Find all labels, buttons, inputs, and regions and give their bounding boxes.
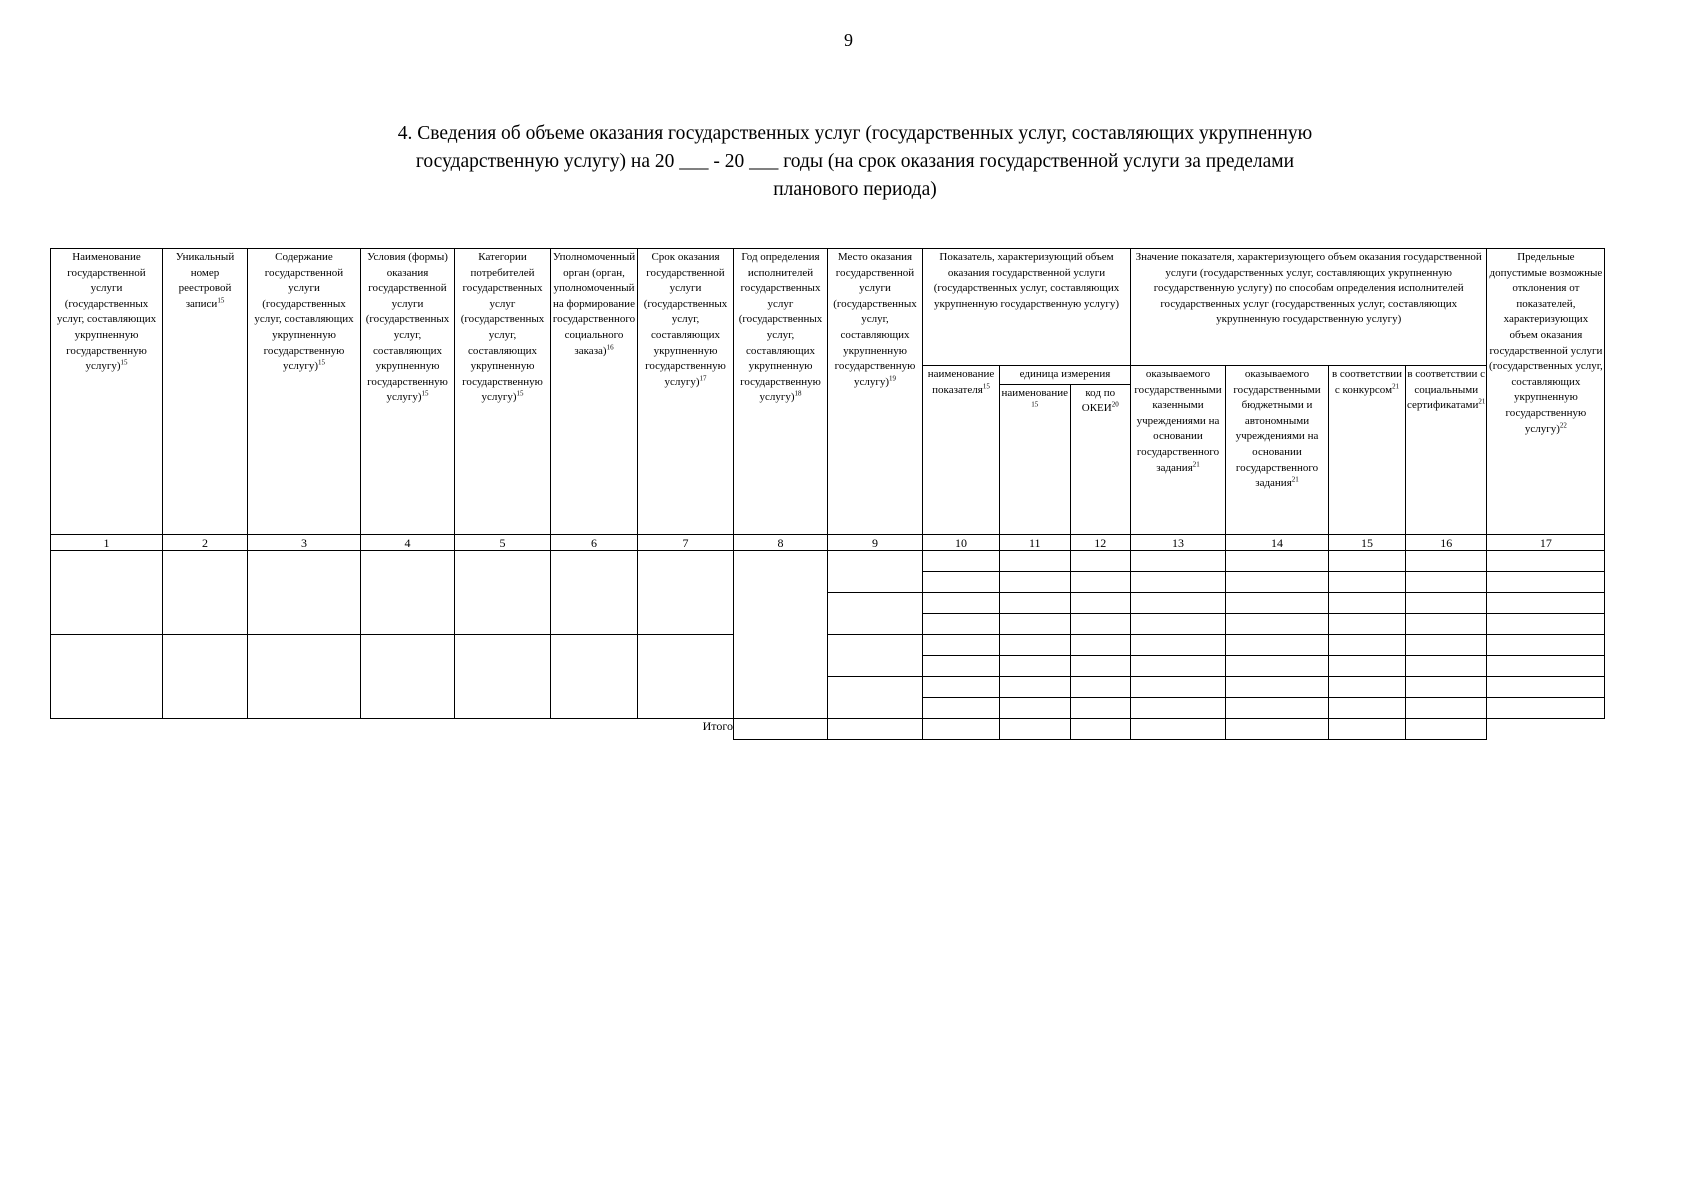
blank-cell — [551, 551, 638, 635]
blank-cell — [828, 635, 923, 677]
table-row — [51, 551, 1605, 572]
column-number: 2 — [163, 535, 248, 551]
column-number: 10 — [923, 535, 1000, 551]
blank-cell — [1070, 614, 1130, 635]
blank-cell — [1000, 593, 1071, 614]
empty-space — [1487, 719, 1605, 740]
blank-cell — [1226, 698, 1329, 719]
total-cell — [1131, 719, 1226, 740]
header-consumer-categories: Категории потребителей государственных услуг (государственных услуг, составляющих укрупненную государственную услугу)$^{15}$ — [455, 249, 551, 535]
title-line-1: 4. Сведения об объеме оказания государственных услуг (государственных услуг, составляющих укрупненную — [397, 123, 1313, 144]
blank-cell — [1226, 572, 1329, 593]
blank-cell — [1000, 572, 1071, 593]
header-okei-code: код по ОКЕИ$^{20}$ — [1081, 386, 1119, 415]
blank-cell — [1070, 656, 1130, 677]
blank-cell — [1329, 572, 1406, 593]
header-service-place: Место оказания государственной услуги (государственных услуг, составляющих укрупненную государственную услугу)$^{19}$ — [828, 249, 923, 535]
blank-cell — [828, 551, 923, 593]
blank-cell — [923, 572, 1000, 593]
total-cell — [828, 719, 923, 740]
header-service-term: Срок оказания государственной услуги (государственных услуг, составляющих укрупненную государственную услугу)$^{17}$ — [638, 249, 734, 535]
blank-cell — [1406, 614, 1487, 635]
total-cell — [1000, 719, 1071, 740]
header-kazennye: оказываемого государственными казенными учреждениями на основании государственного задания$^{21}$ — [1131, 366, 1226, 535]
header-social-certificates: в соответствии с социальными сертификатами$^{21}$ — [1406, 366, 1487, 535]
header-budget-autonomous: оказываемого государственными бюджетными и автономными учреждениями на основании государственного задания$^{21}$ — [1226, 366, 1329, 535]
blank-cell — [455, 635, 551, 719]
blank-cell — [1131, 551, 1226, 572]
blank-cell — [1131, 677, 1226, 698]
blank-cell — [1487, 593, 1605, 614]
column-number: 6 — [551, 535, 638, 551]
blank-cell — [1329, 593, 1406, 614]
blank-cell — [923, 677, 1000, 698]
total-cell — [734, 719, 828, 740]
blank-cell — [1070, 635, 1130, 656]
blank-cell — [638, 551, 734, 635]
blank-cell — [923, 593, 1000, 614]
blank-cell — [1226, 677, 1329, 698]
header-indicator-group: Показатель, характеризующий объем оказания государственной услуги (государственных услуг, составляющих укрупненную государственную услугу) — [923, 249, 1131, 366]
blank-cell — [51, 635, 163, 719]
blank-cell — [1131, 593, 1226, 614]
header-contractor-year: Год определения исполнителей государственных услуг (государственных услуг, составляющих укрупненную государственную услугу)$^{18}$ — [734, 249, 828, 535]
total-cell — [1406, 719, 1487, 740]
blank-cell — [1000, 656, 1071, 677]
blank-cell — [1226, 593, 1329, 614]
column-number: 16 — [1406, 535, 1487, 551]
blank-cell — [1070, 551, 1130, 572]
blank-cell — [1000, 698, 1071, 719]
blank-cell — [455, 551, 551, 635]
blank-cell — [1070, 593, 1130, 614]
header-unit-of-measure: единица измерения — [1000, 366, 1130, 384]
total-cell — [1226, 719, 1329, 740]
header-registry-number: Уникальный номер реестровой записи$^{15}$ — [163, 249, 248, 535]
total-label: Итого — [702, 719, 733, 733]
page-number: 9 — [844, 30, 853, 50]
blank-cell — [1131, 635, 1226, 656]
column-number: 15 — [1329, 535, 1406, 551]
blank-cell — [248, 551, 361, 635]
column-number: 3 — [248, 535, 361, 551]
blank-cell — [638, 635, 734, 719]
column-number: 14 — [1226, 535, 1329, 551]
header-allowed-deviations: Предельные допустимые возможные отклонения от показателей, характеризующих объем оказания государственной услуги (государственных услуг, составляющих укрупненную государственную услугу)$^{22}$ — [1487, 249, 1605, 535]
blank-cell — [248, 635, 361, 719]
blank-cell — [1406, 656, 1487, 677]
column-number: 7 — [638, 535, 734, 551]
column-number: 12 — [1070, 535, 1130, 551]
blank-cell — [923, 614, 1000, 635]
blank-cell — [923, 551, 1000, 572]
blank-cell — [1329, 614, 1406, 635]
blank-cell — [163, 635, 248, 719]
blank-cell — [1329, 677, 1406, 698]
blank-cell — [1226, 656, 1329, 677]
total-row — [51, 719, 1605, 740]
column-number: 5 — [455, 535, 551, 551]
blank-cell — [1329, 551, 1406, 572]
blank-cell — [1487, 677, 1605, 698]
blank-cell — [1487, 614, 1605, 635]
blank-cell — [1487, 656, 1605, 677]
blank-cell — [1131, 698, 1226, 719]
blank-cell — [828, 677, 923, 719]
blank-cell — [1226, 614, 1329, 635]
blank-cell — [734, 551, 828, 719]
blank-cell — [361, 551, 455, 635]
blank-cell — [1000, 677, 1071, 698]
title-line-3: планового периода) — [773, 179, 937, 200]
volume-table-wrapper — [50, 248, 1605, 740]
blank-cell — [1406, 572, 1487, 593]
blank-cell — [1406, 593, 1487, 614]
header-unit-group — [1000, 366, 1131, 535]
blank-cell — [1070, 698, 1130, 719]
column-number: 11 — [1000, 535, 1071, 551]
column-number: 8 — [734, 535, 828, 551]
blank-cell — [828, 593, 923, 635]
blank-cell — [1406, 698, 1487, 719]
header-service-conditions: Условия (формы) оказания государственной услуги (государственных услуг, составляющих укрупненную государственную услугу)$^{15}$ — [361, 249, 455, 535]
blank-cell — [1000, 635, 1071, 656]
header-indicator-name: наименование показателя$^{15}$ — [923, 366, 1000, 535]
header-competition: в соответствии с конкурсом$^{21}$ — [1329, 366, 1406, 535]
blank-cell — [1487, 698, 1605, 719]
total-cell — [1070, 719, 1130, 740]
blank-cell — [1329, 635, 1406, 656]
header-service-name: Наименование государственной услуги (государственных услуг, составляющих укрупненную государственную услугу)$^{15}$ — [51, 249, 163, 535]
blank-cell — [1406, 551, 1487, 572]
blank-cell — [1329, 698, 1406, 719]
blank-cell — [51, 551, 163, 635]
table-row — [51, 635, 1605, 656]
title-line-2: государственную услугу) на 20 ___ - 20 ___ годы (на срок оказания государственной услуги за пределами — [415, 151, 1295, 172]
blank-cell — [551, 635, 638, 719]
blank-cell — [1487, 551, 1605, 572]
header-value-group: Значение показателя, характеризующего объем оказания государственной услуги (государственных услуг, составляющих укрупненную государственную услугу) по способам определения исполнителей государственных услуг (государственных услуг, составляющих укрупненную государственную услугу) — [1131, 249, 1487, 366]
unit-subtable — [1000, 366, 1130, 534]
header-unit-name: наименование$^{15}$ — [1000, 384, 1070, 534]
blank-cell — [923, 698, 1000, 719]
blank-cell — [1131, 614, 1226, 635]
blank-cell — [361, 635, 455, 719]
header-authorized-body: Уполномоченный орган (орган, уполномоченный на формирование государственного социального заказа)$^{16}$ — [551, 249, 638, 535]
section-title — [300, 120, 1410, 204]
column-number: 13 — [1131, 535, 1226, 551]
header-service-content: Содержание государственной услуги (государственных услуг, составляющих укрупненную государственную услугу)$^{15}$ — [248, 249, 361, 535]
total-cell — [923, 719, 1000, 740]
column-number: 1 — [51, 535, 163, 551]
blank-cell — [1000, 614, 1071, 635]
blank-cell — [1131, 656, 1226, 677]
blank-cell — [1406, 635, 1487, 656]
column-number: 9 — [828, 535, 923, 551]
blank-cell — [1070, 572, 1130, 593]
blank-cell — [1131, 572, 1226, 593]
blank-cell — [1070, 677, 1130, 698]
blank-cell — [1487, 635, 1605, 656]
column-number: 4 — [361, 535, 455, 551]
blank-cell — [1487, 572, 1605, 593]
blank-cell — [1000, 551, 1071, 572]
blank-cell — [1226, 551, 1329, 572]
column-number: 17 — [1487, 535, 1605, 551]
blank-cell — [1406, 677, 1487, 698]
blank-cell — [1329, 656, 1406, 677]
blank-cell — [1226, 635, 1329, 656]
blank-cell — [923, 635, 1000, 656]
volume-table — [50, 248, 1605, 740]
blank-cell — [163, 551, 248, 635]
total-cell — [1329, 719, 1406, 740]
blank-cell — [923, 656, 1000, 677]
